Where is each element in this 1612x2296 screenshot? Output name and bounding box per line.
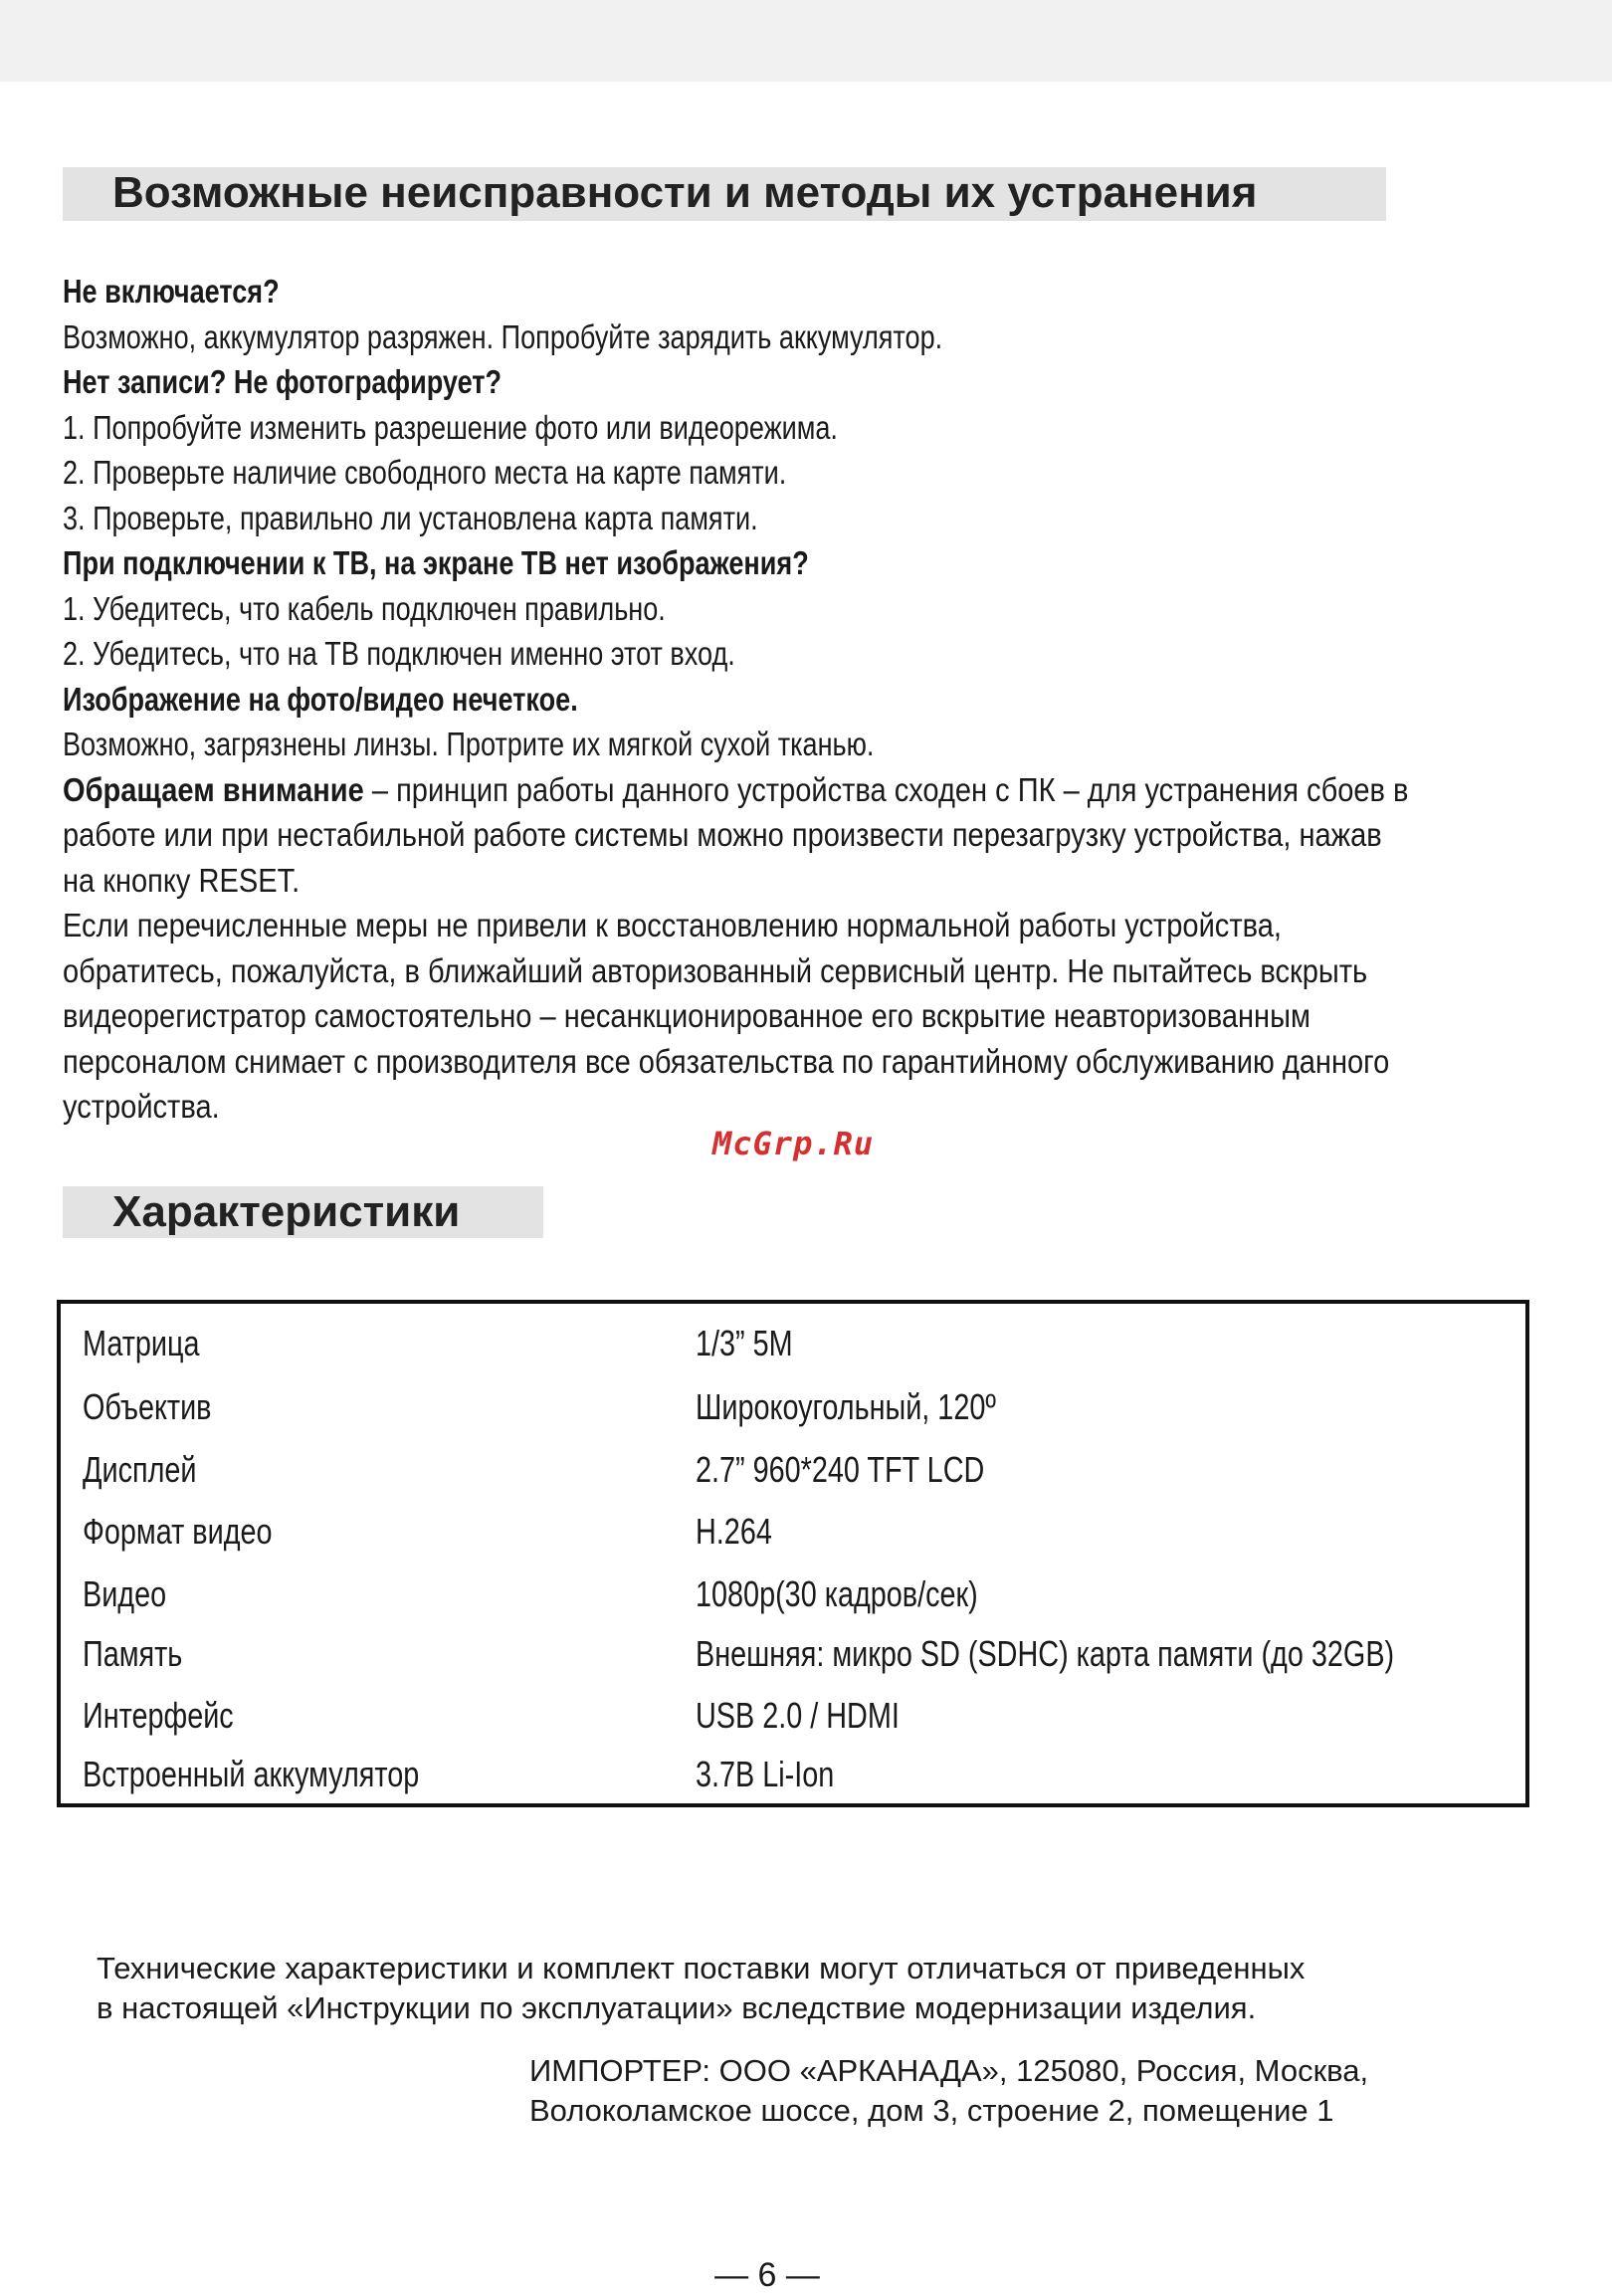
answer-not-turning-on: Возможно, аккумулятор разряжен. Попробуйте зарядить аккумулятор. [63, 317, 943, 355]
attention-line-2: работе или при нестабильной работе системы можно произвести перезагрузку устройства, нажав [63, 816, 1382, 853]
answer-no-recording-2: 2. Проверьте наличие свободного места на карте памяти. [63, 454, 787, 491]
spec-value: Широкоугольный, 120º [696, 1386, 996, 1427]
spec-row [61, 1624, 1525, 1684]
question-no-tv-image: При подключении к ТВ, на экране ТВ нет изображения? [63, 544, 809, 581]
answer-no-tv-image-2: 2. Убедитесь, что на ТВ подключен именно этот вход. [63, 635, 735, 672]
spec-name: Память [83, 1633, 183, 1674]
spec-row [61, 1502, 1525, 1562]
spec-row [61, 1440, 1525, 1500]
spec-name: Объектив [83, 1386, 212, 1427]
question-no-recording: Нет записи? Не фотографирует? [63, 363, 503, 400]
spec-name: Формат видео [83, 1511, 273, 1552]
disclaimer-line-1: Технические характеристики и комплект поставки могут отличаться от приведенных [97, 1951, 1306, 1985]
spec-row [61, 1686, 1525, 1746]
spec-row [61, 1745, 1525, 1804]
service-line-3: видеорегистратор самостоятельно – несанкционированное его вскрытие неавторизованным [63, 997, 1310, 1034]
specs-table [57, 1300, 1529, 1807]
answer-blurry-image: Возможно, загрязнены линзы. Протрите их мягкой сухой тканью. [63, 726, 875, 762]
spec-value: H.264 [696, 1511, 772, 1552]
spec-name: Интерфейс [83, 1695, 234, 1736]
spec-row [61, 1565, 1525, 1624]
spec-value: Внешняя: микро SD (SDHC) карта памяти (до 32GB) [696, 1633, 1395, 1674]
spec-name: Видео [83, 1573, 167, 1614]
answer-no-recording-1: 1. Попробуйте изменить разрешение фото или видеорежима. [63, 408, 838, 446]
attention-label: Обращаем внимание [63, 770, 364, 808]
spec-row [61, 1377, 1525, 1437]
page-top-band [0, 0, 1612, 82]
question-blurry-image: Изображение на фото/видео нечеткое. [63, 680, 578, 718]
troubleshooting-text [63, 269, 1565, 1130]
spec-value: 3.7В Li-Ion [696, 1754, 835, 1794]
spec-name: Дисплей [83, 1449, 197, 1490]
watermark: McGrp.Ru [712, 1125, 875, 1162]
service-line-5: устройства. [63, 1088, 220, 1125]
spec-value: 2.7” 960*240 TFT LCD [696, 1449, 985, 1490]
spec-name: Матрица [83, 1323, 200, 1363]
spec-value: 1080p(30 кадров/сек) [696, 1573, 978, 1614]
importer-line-1: ИМПОРТЕР: ООО «АРКАНАДА», 125080, Россия, Москва, [529, 2053, 1369, 2088]
disclaimer-line-2: в настоящей «Инструкции по эксплуатации» вследствие модернизации изделия. [97, 1990, 1257, 2025]
attention-text: – принцип работы данного устройства сходен с ПК – для устранения сбоев в [363, 770, 1409, 808]
answer-no-recording-3: 3. Проверьте, правильно ли установлена карта памяти. [63, 499, 758, 536]
spec-value: USB 2.0 / HDMI [696, 1695, 900, 1736]
service-line-1: Если перечисленные меры не привели к восстановлению нормальной работы устройства, [63, 907, 1282, 943]
attention-line-3: на кнопку RESET. [63, 861, 301, 899]
page-number: — 6 — [714, 2256, 820, 2294]
service-line-2: обратитесь, пожалуйста, в ближайший авторизованный сервисный центр. Не пытайтесь вскрыть [63, 951, 1368, 989]
importer-line-2: Волоколамское шоссе, дом 3, строение 2, помещение 1 [529, 2093, 1334, 2128]
spec-row [61, 1314, 1525, 1373]
specs-heading: Характеристики [63, 1186, 543, 1238]
spec-value: 1/3” 5M [696, 1323, 793, 1363]
attention-line-1 [63, 767, 1409, 813]
troubleshooting-heading: Возможные неисправности и методы их устранения [63, 167, 1386, 221]
spec-name: Встроенный аккумулятор [83, 1754, 420, 1794]
service-line-4: персоналом снимает с производителя все обязательства по гарантийному обслуживанию данного [63, 1042, 1390, 1080]
question-not-turning-on: Не включается? [63, 273, 280, 310]
answer-no-tv-image-1: 1. Убедитесь, что кабель подключен правильно. [63, 589, 666, 627]
